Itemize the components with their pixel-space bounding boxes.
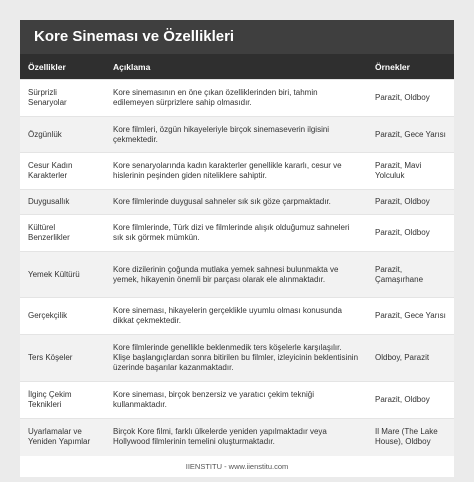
cell-description: Kore filmlerinde, Türk dizi ve filmlerinde alışık olduğumuz sahneleri sık sık görmek mümkün. <box>105 215 367 252</box>
table-row <box>20 190 454 215</box>
cell-feature: Sürprizli Senaryolar <box>20 80 105 117</box>
header-examples: Örnekler <box>367 54 454 80</box>
cell-feature: Cesur Kadın Karakterler <box>20 153 105 190</box>
cell-feature: Uyarlamalar ve Yeniden Yapımlar <box>20 419 105 456</box>
cell-description: Kore filmlerinde genellikle beklenmedik ters köşelerle karşılaşılır. Klişe başlangıçlardan sonra bitirilen bu filmler, izleyicinin beklentisinin üzerinde başarılar kazanmaktadır. <box>105 335 367 382</box>
cell-feature: Gerçekçilik <box>20 298 105 335</box>
cell-feature: Yemek Kültürü <box>20 252 105 298</box>
cell-examples: Il Mare (The Lake House), Oldboy <box>367 419 454 456</box>
cell-feature: Ters Köşeler <box>20 335 105 382</box>
table-row <box>20 117 454 153</box>
cell-description: Birçok Kore filmi, farklı ülkelerde yeniden yapılmaktadır veya Hollywood filmlerinin temelini oluşturmaktadır. <box>105 419 367 456</box>
cell-description: Kore filmleri, özgün hikayeleriyle birçok sinemaseverin ilgisini çekmektedir. <box>105 117 367 153</box>
cell-examples: Parazit, Gece Yarısı <box>367 298 454 335</box>
cell-description: Kore senaryolarında kadın karakterler genellikle kararlı, cesur ve hislerinin peşinden giden niteliklere sahiptir. <box>105 153 367 190</box>
cell-feature: İlginç Çekim Teknikleri <box>20 382 105 419</box>
table-row <box>20 252 454 298</box>
cell-examples: Oldboy, Parazit <box>367 335 454 382</box>
cell-description: Kore dizilerinin çoğunda mutlaka yemek sahnesi bulunmakta ve yemek, hikayenin önemli bir parçası olarak ele alınmaktadır. <box>105 252 367 298</box>
cell-examples: Parazit, Mavi Yolculuk <box>367 153 454 190</box>
cell-examples: Parazit, Oldboy <box>367 80 454 117</box>
table-row <box>20 298 454 335</box>
cell-description: Kore sineması, hikayelerin gerçeklikle uyumlu olması konusunda dikkat çekmektedir. <box>105 298 367 335</box>
table-row <box>20 153 454 190</box>
table-row <box>20 335 454 382</box>
table-row <box>20 382 454 419</box>
cell-description: Kore sineması, birçok benzersiz ve yaratıcı çekim tekniği kullanmaktadır. <box>105 382 367 419</box>
cell-examples: Parazit, Oldboy <box>367 190 454 215</box>
cell-feature: Kültürel Benzerlikler <box>20 215 105 252</box>
cell-examples: Parazit, Oldboy <box>367 215 454 252</box>
page-title: Kore Sineması ve Özellikleri <box>20 20 454 54</box>
features-table <box>20 54 454 456</box>
cell-feature: Özgünlük <box>20 117 105 153</box>
cell-examples: Parazit, Oldboy <box>367 382 454 419</box>
cell-description: Kore sinemasının en öne çıkan özelliklerinden biri, tahmin edilemeyen sürprizlere sahip olmasıdır. <box>105 80 367 117</box>
cell-examples: Parazit, Gece Yarısı <box>367 117 454 153</box>
table-row <box>20 80 454 117</box>
table-card <box>20 20 454 477</box>
table-row <box>20 419 454 456</box>
cell-examples: Parazit, Çamaşırhane <box>367 252 454 298</box>
footer-credit: IIENSTITU - www.iienstitu.com <box>20 456 454 477</box>
header-features: Özellikler <box>20 54 105 80</box>
cell-description: Kore filmlerinde duygusal sahneler sık sık göze çarpmaktadır. <box>105 190 367 215</box>
header-description: Açıklama <box>105 54 367 80</box>
cell-feature: Duygusallık <box>20 190 105 215</box>
table-row <box>20 215 454 252</box>
header-row <box>20 54 454 80</box>
